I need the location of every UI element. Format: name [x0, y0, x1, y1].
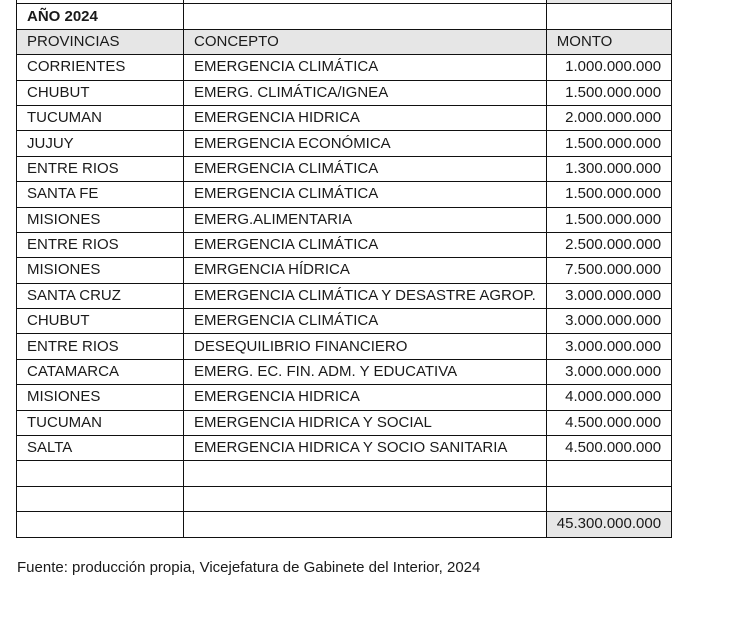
table-row — [17, 436, 672, 461]
cell-concept: EMERGENCIA CLIMÁTICA — [184, 309, 547, 334]
cell-concept: EMERGENCIA CLIMÁTICA — [184, 156, 547, 181]
cell-concept: EMRGENCIA HÍDRICA — [184, 258, 547, 283]
cell-concept: DESEQUILIBRIO FINANCIERO — [184, 334, 547, 359]
header-province: PROVINCIAS — [17, 29, 184, 54]
cell-amount: 3.000.000.000 — [546, 309, 671, 334]
cell-concept: EMERGENCIA HIDRICA — [184, 105, 547, 130]
total-amount: 45.300.000.000 — [546, 512, 671, 537]
cell-concept: EMERGENCIA CLIMÁTICA — [184, 55, 547, 80]
cell-concept: EMERGENCIA ECONÓMICA — [184, 131, 547, 156]
cell-amount: 1.000.000.000 — [546, 55, 671, 80]
table-row — [17, 309, 672, 334]
cell-province: MISIONES — [17, 385, 184, 410]
cell — [17, 461, 184, 486]
cell — [184, 486, 547, 511]
table-row — [17, 283, 672, 308]
table-row — [17, 410, 672, 435]
cell-concept: EMERGENCIA HIDRICA Y SOCIAL — [184, 410, 547, 435]
funding-table — [16, 0, 672, 538]
cell-amount: 1.300.000.000 — [546, 156, 671, 181]
cell-province: ENTRE RIOS — [17, 334, 184, 359]
cell — [546, 486, 671, 511]
header-amount: MONTO — [546, 29, 671, 54]
table-row — [17, 232, 672, 257]
source-note: Fuente: producción propia, Vicejefatura de Gabinete del Interior, 2024 — [17, 559, 481, 576]
cell-province: JUJUY — [17, 131, 184, 156]
table-row — [17, 359, 672, 384]
empty-row — [17, 461, 672, 486]
cell-province: SANTA FE — [17, 182, 184, 207]
header-concept: CONCEPTO — [184, 29, 547, 54]
cell-amount: 2.500.000.000 — [546, 232, 671, 257]
cell-concept: EMERG.ALIMENTARIA — [184, 207, 547, 232]
table-row — [17, 131, 672, 156]
cell-concept: EMERGENCIA HIDRICA — [184, 385, 547, 410]
cell — [546, 461, 671, 486]
cell-amount: 2.000.000.000 — [546, 105, 671, 130]
cell — [17, 512, 184, 537]
cell-amount: 4.500.000.000 — [546, 436, 671, 461]
cell-concept: EMERGENCIA CLIMÁTICA — [184, 232, 547, 257]
cell-concept: EMERG. EC. FIN. ADM. Y EDUCATIVA — [184, 359, 547, 384]
cell-province: SANTA CRUZ — [17, 283, 184, 308]
cell-province: MISIONES — [17, 258, 184, 283]
cell-province: SALTA — [17, 436, 184, 461]
cell-province: CATAMARCA — [17, 359, 184, 384]
table-row — [17, 334, 672, 359]
cell — [17, 486, 184, 511]
cell-province: CHUBUT — [17, 80, 184, 105]
table-row — [17, 156, 672, 181]
table-row — [17, 207, 672, 232]
cell-amount: 4.500.000.000 — [546, 410, 671, 435]
table-row — [17, 258, 672, 283]
cell-amount: 3.000.000.000 — [546, 283, 671, 308]
year-label: AÑO 2024 — [17, 4, 184, 29]
cell-amount: 1.500.000.000 — [546, 207, 671, 232]
cell-concept: EMERGENCIA CLIMÁTICA Y DESASTRE AGROP. — [184, 283, 547, 308]
cell — [184, 512, 547, 537]
cell-concept: EMERGENCIA HIDRICA Y SOCIO SANITARIA — [184, 436, 547, 461]
empty-row — [17, 486, 672, 511]
cell-concept: EMERGENCIA CLIMÁTICA — [184, 182, 547, 207]
cell-province: TUCUMAN — [17, 105, 184, 130]
table-row — [17, 385, 672, 410]
cell-amount: 4.000.000.000 — [546, 385, 671, 410]
header-row — [17, 29, 672, 54]
cell — [184, 461, 547, 486]
cell-amount: 1.500.000.000 — [546, 182, 671, 207]
cell-province: ENTRE RIOS — [17, 232, 184, 257]
cell-province: TUCUMAN — [17, 410, 184, 435]
cell-province: CHUBUT — [17, 309, 184, 334]
cell-province: MISIONES — [17, 207, 184, 232]
table-row — [17, 105, 672, 130]
table-row — [17, 182, 672, 207]
cell-amount: 1.500.000.000 — [546, 80, 671, 105]
cell-province: CORRIENTES — [17, 55, 184, 80]
cell-amount: 3.000.000.000 — [546, 334, 671, 359]
cell-concept: EMERG. CLIMÁTICA/IGNEA — [184, 80, 547, 105]
total-row — [17, 512, 672, 537]
table-row — [17, 80, 672, 105]
cell-amount: 1.500.000.000 — [546, 131, 671, 156]
cell-amount: 3.000.000.000 — [546, 359, 671, 384]
cell — [184, 4, 547, 29]
table-row — [17, 55, 672, 80]
cell-province: ENTRE RIOS — [17, 156, 184, 181]
year-row — [17, 4, 672, 29]
cell — [546, 4, 671, 29]
cell-amount: 7.500.000.000 — [546, 258, 671, 283]
